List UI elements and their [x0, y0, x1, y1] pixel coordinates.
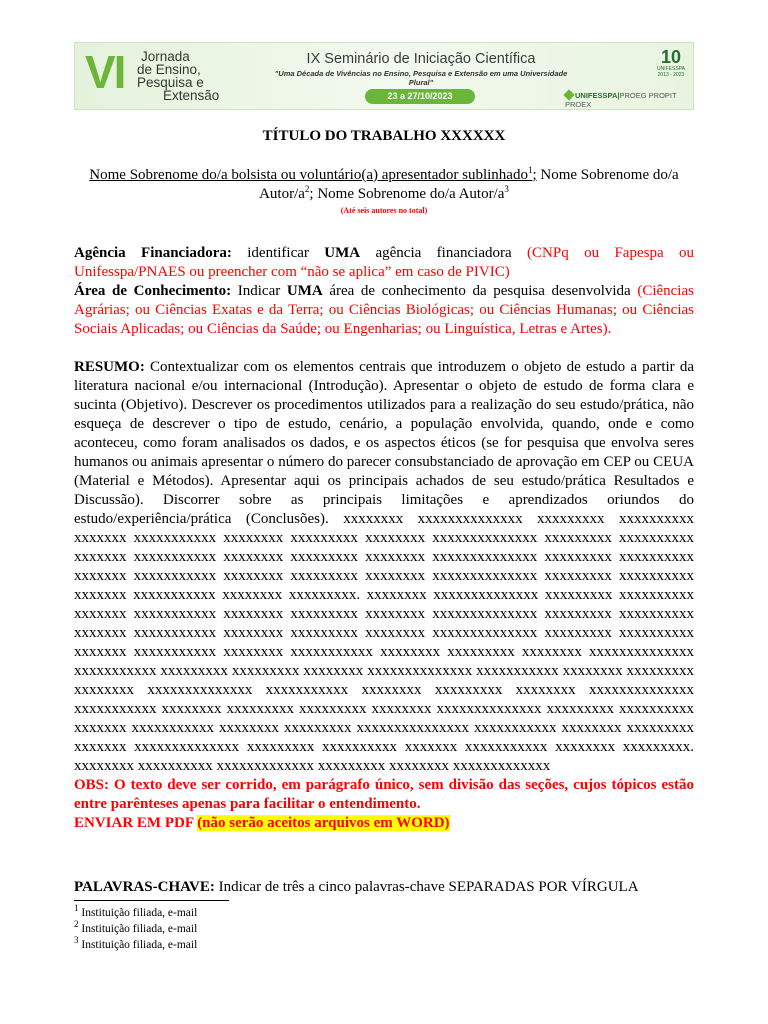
keywords-block — [74, 878, 694, 897]
event-title: IX Seminário de Iniciação Científica — [306, 51, 536, 67]
abstract-label: RESUMO: — [74, 359, 145, 375]
abstract-block — [74, 358, 694, 833]
logo-text — [137, 50, 219, 102]
submit-pdf-note: ENVIAR EM PDF — [74, 815, 198, 831]
area-label: Área de Conhecimento: — [74, 283, 232, 299]
anniversary-badge: 10 — [660, 47, 682, 67]
footnote: $^3$ Instituição filiada, e-mail — [74, 935, 198, 951]
authors-note: (Até seis autores no total) — [340, 206, 428, 215]
footnote-ref: 2 — [304, 184, 310, 194]
footnote: $^2$ Instituição filiada, e-mail — [74, 919, 198, 935]
event-subtitle: "Uma Década de Vivências no Ensino, Pesquisa e Extensão em uma Universidade Plural" — [274, 69, 568, 87]
presenting-author: Nome Sobrenome do/a bolsista ou voluntário(a) apresentador sublinhado$^1$; — [89, 165, 537, 183]
keywords-label: PALAVRAS-CHAVE: — [74, 879, 215, 895]
funding-area-block: Agência Financiadora: identificar UMA agência financiadora (CNPq ou Fapespa ou Unifesspa/PNAES ou preencher com “não se aplica” em caso de PIVIC) Área de Conhecimento: Indicar UMA área de conhecimento da pesquisa desenvolvida (Ciências Agrárias; ou Ciências Exatas e da Terra; ou Ciências Biológicas; ou Ciências Humanas; ou Ciências Sociais Aplicadas; ou Ciências da Saúde; ou Engenharias; ou Linguística, Letras e Artes). — [74, 245, 694, 337]
logo-line: de Ensino, — [137, 62, 201, 77]
agency-label: Agência Financiadora: — [74, 245, 232, 261]
obs-note: OBS: O texto deve ser corrido, em parágrafo único, sem divisão das seções, cujos tópicos estão entre parênteses apenas para facilitar o entendimento. — [74, 777, 694, 812]
footnote-divider — [74, 900, 229, 901]
logo-line: Pesquisa e — [137, 75, 204, 90]
footnote-ref: 1 — [527, 165, 533, 175]
anniversary-caption: UNIFESSPA 2013 - 2023 — [657, 66, 685, 78]
abstract-text: Contextualizar com os elementos centrais que introduzem o objeto de estudo a partir da literatura nacional e/ou internacional (Introdução). Apresentar o objeto de estudo de forma clara e sucinta (Objetivo). Descrever os procedimentos utilizados para a realização do seu estudo/prática, não esqueça de descrever o tipo de estudo, cenário, a população envolvida, quando, onde e como aconteceu, como foram analisados os dados, e os aspectos éticos (se for pesquisa que envolva seres humanos ou animais apresentar o número do parecer consubstanciado de aprovação em CEP ou CEUA (Material e Métodos). Apresentar aqui os principais achados de seu estudo/prática Resultados e Discussão). Discorrer sobre as principais limitações e aprendizados oriundos do estudo/experiência/prática (Conclusões). xxxxxxxx xxxxxxxxxxxxxx xxxxxxxxx xxxxxxxxxx xxxxxxx xxxxxxxxxxx xxxxxxxx xxxxxxxxx xxxxxxxx xxxxxxxxxxxxxx xxxxxxxxx xxxxxxxxxx xxxxxxx xxxxxxxxxxx xxxxxxxx xxxxxxxxx xxxxxxxx xxxxxxxxxxxxxx xxxxxxxxx xxxxxxxxxx xxxxxxx xxxxxxxxxxx xxxxxxxx xxxxxxxxx xxxxxxxx xxxxxxxxxxxxxx xxxxxxxxx xxxxxxxxxx xxxxxxx xxxxxxxxxxx xxxxxxxx xxxxxxxxx. xxxxxxxx xxxxxxxxxxxxxx xxxxxxxxx xxxxxxxxxx xxxxxxx xxxxxxxxxxx xxxxxxxx xxxxxxxxx xxxxxxxx xxxxxxxxxxxxxx xxxxxxxxx xxxxxxxxxx xxxxxxx xxxxxxxxxxx xxxxxxxx xxxxxxxxx xxxxxxxx xxxxxxxxxxxxxx xxxxxxxxx xxxxxxxxxx xxxxxxx xxxxxxxxxxx xxxxxxxx xxxxxxxxxxx xxxxxxxx xxxxxxxxx xxxxxxxx xxxxxxxxxxxxxx xxxxxxxxxxx xxxxxxxxx xxxxxxxxx xxxxxxxx xxxxxxxxxxxxxx xxxxxxxxxxx xxxxxxxx xxxxxxxxx xxxxxxxx xxxxxxxxxxxxxx xxxxxxxxxxx xxxxxxxx xxxxxxxxx xxxxxxxx xxxxxxxxxxxxxx xxxxxxxxxxx xxxxxxxx xxxxxxxxx xxxxxxxxx xxxxxxxx xxxxxxxxxxxxxx xxxxxxxxx xxxxxxxxxx xxxxxxx xxxxxxxxxxx xxxxxxxx xxxxxxxxx xxxxxxxxxxxxxxx xxxxxxxxxxx xxxxxxxx xxxxxxxxx xxxxxxx xxxxxxxxxxxxxx xxxxxxxxx xxxxxxxxxx xxxxxxx xxxxxxxxxxx xxxxxxxx xxxxxxxxx. xxxxxxxx xxxxxxxxxx xxxxxxxxxxxxx xxxxxxxxx xxxxxxxx xxxxxxxxxxxxx — [74, 359, 694, 774]
footnote-ref: 3 — [504, 184, 509, 194]
unifesspa-logo-icon — [563, 89, 574, 100]
logo-vi: VI — [85, 46, 125, 98]
institution-units: PROEG PROPIT PROEX — [565, 91, 677, 109]
institution-name: UNIFESSPA — [575, 91, 618, 100]
footnote: $^1$ Instituição filiada, e-mail — [74, 903, 198, 919]
area-options: (Ciências Agrárias; ou Ciências Exatas e da Terra; ou Ciências Biológicas; ou Ciências Humanas; ou Ciências Sociais Aplicadas; ou Ciências da Saúde; ou Engenharias; ou Linguística, Letras e Artes). — [74, 283, 694, 337]
no-word-warning: (não serão aceitos arquivos em WORD) — [197, 815, 450, 831]
institution-logo: UNIFESSPA|PROEG PROPIT PROEX — [565, 91, 677, 109]
author-2: Nome Sobrenome do/a Autor/a — [259, 167, 679, 202]
event-dates: 23 a 27/10/2023 — [365, 89, 475, 104]
event-banner — [74, 42, 694, 110]
agency-options: (CNPq ou Fapespa ou Unifesspa/PNAES ou preencher com “não se aplica” em caso de PIVIC) — [74, 245, 694, 280]
keywords-text: Indicar de três a cinco palavras-chave SEPARADAS POR VÍRGULA — [214, 879, 639, 895]
paper-title: TÍTULO DO TRABALHO XXXXXX — [262, 128, 506, 144]
author-3: ; Nome Sobrenome do/a Autor/a — [309, 186, 505, 202]
logo-line: Extensão — [163, 88, 220, 103]
logo-line: Jornada — [141, 49, 190, 64]
authors-line — [74, 166, 694, 204]
